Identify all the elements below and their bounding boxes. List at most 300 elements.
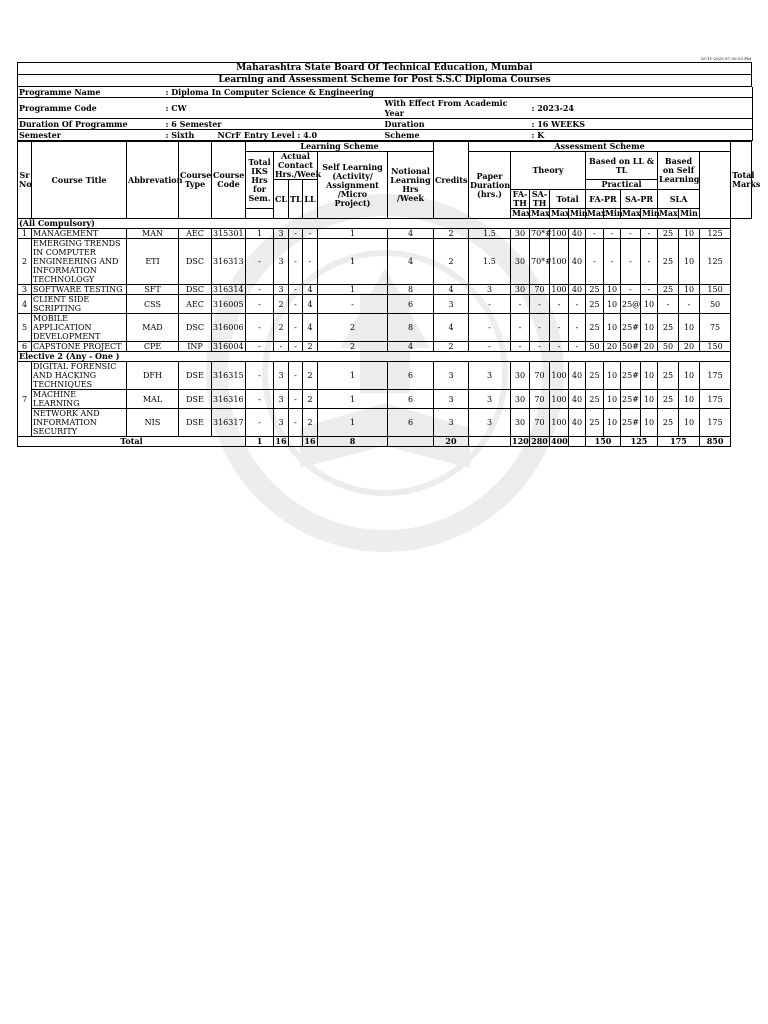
row-fapr-max: 25 — [586, 285, 604, 295]
print-timestamp: 25-11-2025 07:30:29 PM — [700, 56, 751, 61]
col-min: Min — [570, 208, 588, 218]
row-th-max: 100 — [551, 229, 567, 238]
row-fapr-min: - — [604, 239, 621, 285]
row-sapr-max: 50# — [622, 342, 639, 351]
row-sapr-min: - — [641, 229, 658, 239]
row-abbr: SFT — [127, 285, 179, 295]
semester-label: Semester — [19, 130, 61, 140]
row-sla-min: 20 — [679, 342, 700, 352]
row-th-max: 100 — [551, 285, 567, 294]
table-row — [18, 285, 752, 295]
total-paper — [469, 437, 511, 447]
row-ll: 2 — [303, 342, 318, 352]
row-sapr-max: 25@ — [621, 295, 641, 314]
row-total: 75 — [700, 314, 731, 342]
row-credits: 3 — [434, 390, 469, 409]
row-th-min: 40 — [569, 229, 586, 239]
col-sa-pr: SA-PR — [621, 190, 658, 209]
row-self: - — [318, 295, 388, 314]
row-self: 1 — [318, 239, 388, 285]
row-fapr-min: 10 — [604, 362, 621, 390]
col-actual-contact: Actual Contact Hrs./Week — [275, 151, 322, 179]
total-th-min — [569, 437, 586, 447]
row-sa-th: 70 — [530, 285, 550, 295]
table-row — [18, 295, 752, 314]
col-notional: Notional Learning Hrs /Week — [388, 152, 434, 219]
table-row — [18, 362, 752, 390]
row-notional: 6 — [388, 390, 434, 409]
row-credits: 3 — [434, 295, 469, 314]
duration-value: : 16 WEEKS — [531, 119, 586, 129]
row-iks: - — [246, 239, 274, 285]
row-sr: 1 — [18, 229, 32, 239]
row-type: AEC — [179, 295, 212, 314]
col-course-code: Course Code — [212, 142, 246, 219]
row-fa-th: 30 — [511, 409, 530, 437]
row-sapr-min: 10 — [641, 390, 658, 409]
col-max: Max — [659, 208, 678, 218]
row-fapr-max: 25 — [586, 295, 604, 314]
row-sla-min: 10 — [679, 285, 700, 295]
scheme-document — [17, 62, 761, 447]
col-self-learning: Self Learning (Activity/ Assignment /Micro Project) — [318, 152, 388, 219]
row-sla-max: 25 — [658, 390, 679, 409]
row-sr: 2 — [18, 239, 32, 285]
row-paper: 1.5 — [469, 229, 511, 239]
col-credits: Credits — [434, 142, 469, 219]
col-total-iks: Total IKS Hrs for Sem. — [246, 152, 274, 209]
row-abbr: CSS — [127, 295, 179, 314]
duration-programme-label: Duration Of Programme — [19, 119, 128, 129]
row-self: 2 — [318, 342, 388, 352]
row-self: 1 — [318, 229, 388, 239]
row-ll: 4 — [303, 295, 318, 314]
row-paper: 3 — [469, 409, 511, 437]
col-max: Max — [531, 208, 550, 218]
row-fa-th: 30 — [511, 390, 530, 409]
row-tl: - — [289, 229, 303, 239]
row-cl: 3 — [274, 239, 289, 285]
row-cl: 3 — [274, 285, 289, 295]
row-ll: 2 — [303, 409, 318, 437]
row-sapr-min: - — [641, 239, 658, 285]
row-credits: 4 — [434, 314, 469, 342]
row-type: DSC — [179, 285, 212, 295]
col-fa-th: FA-TH — [511, 190, 530, 209]
col-empty — [246, 209, 274, 219]
scheme-label: Scheme — [384, 130, 420, 140]
row-sapr-min: 10 — [641, 295, 658, 314]
row-iks: - — [246, 295, 274, 314]
row-fapr-min: - — [604, 229, 621, 239]
row-th-min: - — [569, 295, 586, 314]
row-type: DSC — [179, 314, 212, 342]
ncrf-level: NCrF Entry Level : 4.0 — [217, 130, 318, 140]
col-practical: Practical — [586, 180, 658, 190]
row-code: 316005 — [212, 295, 246, 314]
row-sla-max: 25 — [658, 285, 679, 295]
col-abbreviation: Abbrevation — [127, 142, 179, 219]
row-cl: - — [274, 342, 289, 352]
row-ll: 2 — [303, 362, 318, 390]
row-paper: 1.5 — [469, 239, 511, 285]
row-sla-max: 25 — [658, 314, 679, 342]
row-sla-max: 25 — [658, 229, 679, 239]
col-based-self: Based on Self Learning — [658, 152, 700, 190]
row-sla-min: 10 — [679, 239, 700, 285]
col-theory-total: Total — [550, 190, 586, 209]
row-notional: 8 — [388, 314, 434, 342]
table-row — [18, 390, 752, 409]
row-course-title: CAPSTONE PROJECT — [32, 342, 127, 352]
col-sa-th: SA-TH — [530, 190, 550, 209]
row-fapr-min: 10 — [604, 314, 621, 342]
total-sa-th: 280 — [531, 436, 548, 446]
row-tl: - — [289, 295, 303, 314]
course-scheme-table — [17, 141, 761, 447]
row-fapr-max: - — [586, 239, 604, 285]
row-paper: 3 — [469, 362, 511, 390]
row-sapr-max: - — [621, 239, 641, 285]
total-fa-th: 120 — [512, 436, 529, 446]
total-notional — [388, 437, 434, 447]
effect-label: With Effect From Academic Year — [384, 98, 508, 118]
row-th-max: - — [550, 342, 569, 352]
row-sr: 4 — [18, 295, 32, 314]
row-code: 316315 — [212, 362, 246, 390]
row-sapr-min: 10 — [641, 362, 658, 390]
scheme-value: : K — [531, 130, 545, 140]
programme-code-value: : CW — [165, 103, 187, 113]
row-tl: - — [289, 342, 303, 352]
row-fapr-max: 50 — [586, 342, 604, 352]
row-sla-max: 25 — [658, 409, 679, 437]
row-paper: - — [469, 314, 511, 342]
row-fapr-min: 10 — [604, 390, 621, 409]
programme-code-label: Programme Code — [19, 103, 97, 113]
row-code: 316314 — [213, 285, 244, 294]
row-sla-max: 50 — [658, 342, 679, 352]
row-type: DSC — [179, 239, 212, 285]
row-abbr: NIS — [127, 409, 179, 437]
elective-rows — [18, 362, 752, 437]
row-ll: - — [303, 229, 318, 239]
row-abbr: MAL — [127, 390, 179, 409]
assessment-scheme-header: Assessment Scheme — [469, 142, 731, 152]
col-max: Max — [587, 208, 606, 218]
row-th-max: - — [550, 295, 569, 314]
col-total-marks: Total Marks — [731, 142, 752, 219]
scheme-title: Learning and Assessment Scheme for Post S.S.C Diploma Courses — [18, 75, 752, 87]
row-fapr-max: 25 — [586, 390, 604, 409]
semester-value: : Sixth — [165, 130, 195, 140]
col-min: Min — [605, 208, 623, 218]
total-ll: 16 — [304, 436, 316, 446]
row-course-title: MACHINE LEARNING — [32, 390, 127, 409]
row-total: 150 — [700, 285, 731, 295]
row-notional: 8 — [388, 285, 434, 295]
total-cl: 16 — [275, 436, 287, 446]
row-sa-th: 70*# — [530, 239, 550, 285]
row-type: DSE — [179, 409, 212, 437]
row-total: 175 — [700, 390, 731, 409]
row-iks: - — [246, 314, 274, 342]
total-credits: 20 — [434, 437, 469, 447]
section-elective: Elective 2 (Any - One ) — [18, 352, 731, 362]
row-tl: - — [289, 390, 303, 409]
row-sr: 6 — [18, 342, 32, 352]
row-total: 125 — [700, 239, 731, 285]
total-sla: 175 — [658, 437, 700, 447]
row-sapr-max: 25# — [621, 390, 641, 409]
row-credits: 3 — [434, 362, 469, 390]
row-credits: 4 — [434, 285, 469, 295]
row-fa-th: - — [511, 314, 530, 342]
row-sla-min: 10 — [679, 314, 700, 342]
total-iks: 1 — [246, 437, 274, 447]
row-ll: 4 — [303, 314, 318, 342]
row-iks: - — [246, 390, 274, 409]
row-paper: 3 — [469, 285, 511, 295]
row-ll: - — [303, 239, 318, 285]
section-compulsory: (All Compulsory) — [18, 219, 731, 229]
programme-name-value: : Diploma In Computer Science & Engineering — [165, 87, 374, 97]
col-min: Min — [642, 208, 660, 218]
row-fapr-min: 20 — [604, 342, 621, 352]
row-fa-th: 30 — [511, 239, 530, 285]
col-max: Max — [512, 208, 531, 218]
col-max: Max — [551, 208, 570, 218]
row-ll: 2 — [303, 390, 318, 409]
row-fapr-max: 25 — [586, 409, 604, 437]
totals-row — [18, 437, 752, 447]
row-sr: 7 — [18, 362, 32, 437]
table-row — [18, 239, 752, 285]
row-sla-max: - — [658, 295, 679, 314]
row-sr: 5 — [18, 314, 32, 342]
row-sla-min: 10 — [679, 409, 700, 437]
row-credits: 2 — [434, 239, 469, 285]
row-cl: 3 — [274, 409, 289, 437]
row-notional: 4 — [388, 239, 434, 285]
row-course-title: SOFTWARE TESTING — [32, 285, 127, 295]
col-course-type: Course Type — [179, 142, 212, 219]
row-type: INP — [179, 342, 212, 352]
row-sapr-max: - — [621, 285, 641, 295]
row-sapr-max: 25# — [621, 409, 641, 437]
total-tl — [289, 437, 303, 447]
row-notional: 6 — [388, 295, 434, 314]
row-fapr-max: 25 — [586, 362, 604, 390]
document-header — [17, 62, 752, 87]
board-title: Maharashtra State Board Of Technical Education, Mumbai — [18, 63, 752, 75]
row-total: 125 — [700, 229, 731, 239]
row-th-min: 40 — [569, 390, 586, 409]
col-sr-no: Sr No — [18, 142, 32, 219]
row-cl: 3 — [274, 362, 289, 390]
row-abbr: DFH — [127, 362, 179, 390]
row-sapr-min: 20 — [641, 342, 658, 352]
row-sa-th: 70 — [530, 390, 550, 409]
row-sapr-min: 10 — [641, 314, 658, 342]
row-course-title: CLIENT SIDE SCRIPTING — [32, 295, 127, 314]
row-sapr-max: - — [621, 229, 641, 239]
row-paper: - — [469, 295, 511, 314]
row-course-title: DIGITAL FORENSIC AND HACKING TECHNIQUES — [32, 362, 127, 390]
col-fa-pr: FA-PR — [586, 190, 621, 209]
row-fapr-min: 10 — [604, 409, 621, 437]
compulsory-rows — [18, 229, 752, 352]
row-abbr: MAD — [127, 314, 179, 342]
row-sa-th: - — [530, 342, 550, 352]
effect-value: : 2023-24 — [531, 103, 574, 113]
row-credits: 3 — [434, 409, 469, 437]
row-iks: 1 — [246, 229, 274, 239]
row-notional: 4 — [388, 342, 434, 352]
row-ll: 4 — [303, 285, 318, 295]
total-marks: 850 — [700, 437, 731, 447]
row-fa-th: 30 — [511, 362, 530, 390]
row-type: AEC — [179, 229, 212, 239]
row-self: 1 — [318, 409, 388, 437]
row-iks: - — [246, 362, 274, 390]
row-sla-min: 10 — [679, 390, 700, 409]
row-tl: - — [289, 285, 303, 295]
row-sa-th: - — [530, 295, 550, 314]
programme-details — [17, 87, 753, 141]
row-sa-th: 70 — [530, 362, 550, 390]
row-sa-th: 70*# — [531, 229, 552, 238]
row-course-title: MOBILE APPLICATION DEVELOPMENT — [32, 314, 127, 342]
table-row — [18, 229, 752, 239]
row-tl: - — [289, 409, 303, 437]
row-sa-th: 70 — [530, 409, 550, 437]
row-sla-max: 25 — [658, 362, 679, 390]
row-th-max: 100 — [550, 390, 569, 409]
total-label: Total — [18, 437, 246, 447]
row-notional: 6 — [388, 362, 434, 390]
row-th-max: 100 — [550, 362, 569, 390]
row-th-max: 100 — [550, 239, 569, 285]
row-cl: 3 — [274, 390, 289, 409]
row-th-min: - — [569, 314, 586, 342]
row-fapr-min: 10 — [604, 295, 621, 314]
col-theory: Theory — [511, 152, 586, 190]
table-row — [18, 409, 752, 437]
row-cl: 3 — [274, 229, 289, 239]
row-fa-th: 30 — [511, 229, 530, 239]
row-th-min: 40 — [569, 285, 586, 295]
row-type: DSE — [179, 362, 212, 390]
programme-name-label: Programme Name — [19, 87, 101, 97]
row-total: 150 — [700, 342, 731, 352]
row-abbr: MAN — [127, 229, 179, 239]
col-course-title: Course Title — [32, 142, 127, 219]
row-self: 2 — [318, 314, 388, 342]
row-paper: 3 — [469, 390, 511, 409]
row-course-title: EMERGING TRENDS IN COMPUTER ENGINEERING AND INFORMATION TECHNOLOGY — [32, 239, 127, 285]
row-th-min: 40 — [569, 239, 586, 285]
row-credits: 2 — [434, 342, 469, 352]
row-th-max: - — [550, 314, 569, 342]
row-sr: 3 — [18, 285, 32, 295]
row-iks: - — [246, 285, 274, 295]
row-th-min: 40 — [569, 362, 586, 390]
row-notional: 6 — [388, 409, 434, 437]
row-notional: 4 — [388, 229, 434, 239]
row-cl: 2 — [274, 314, 289, 342]
row-sapr-max: 25# — [621, 362, 641, 390]
total-fa-pr: 150 — [586, 437, 621, 447]
row-sapr-max: 25# — [621, 314, 641, 342]
row-th-max: 100 — [550, 409, 569, 437]
row-code: 316316 — [212, 390, 246, 409]
table-row — [18, 342, 752, 352]
col-paper-duration: Paper Duration (hrs.) — [469, 152, 511, 219]
row-iks: - — [246, 409, 274, 437]
row-self: 1 — [318, 285, 388, 295]
row-fa-th: - — [511, 295, 530, 314]
col-cl: CL — [274, 180, 289, 219]
row-sla-max: 25 — [658, 239, 679, 285]
row-sapr-min: 10 — [641, 409, 658, 437]
row-fapr-min: 10 — [604, 285, 621, 295]
col-min: Min — [680, 208, 698, 218]
row-code: 316004 — [213, 342, 244, 351]
col-max: Max — [622, 208, 641, 218]
col-ll: LL — [303, 180, 318, 219]
row-course-title: MANAGEMENT — [32, 229, 127, 239]
row-code: 316313 — [212, 239, 246, 285]
row-self: 1 — [318, 390, 388, 409]
row-sla-min: 10 — [679, 362, 700, 390]
row-total: 175 — [700, 409, 731, 437]
row-course-title: NETWORK AND INFORMATION SECURITY — [32, 409, 127, 437]
total-self: 8 — [318, 437, 388, 447]
col-sla: SLA — [658, 190, 700, 209]
row-th-min: - — [569, 342, 586, 352]
row-iks: - — [246, 342, 274, 352]
row-total: 175 — [700, 362, 731, 390]
row-total: 50 — [700, 295, 731, 314]
row-type: DSE — [179, 390, 212, 409]
row-tl: - — [289, 314, 303, 342]
row-paper: - — [469, 342, 511, 352]
row-self: 1 — [318, 362, 388, 390]
row-sla-min: 10 — [679, 229, 700, 239]
row-tl: - — [289, 239, 303, 285]
row-abbr: CPE — [127, 342, 179, 352]
row-code: 316006 — [212, 314, 246, 342]
duration-label: Duration — [384, 119, 425, 129]
col-tl: TL — [289, 180, 303, 219]
duration-programme-value: : 6 Semester — [165, 119, 222, 129]
row-sla-min: - — [679, 295, 700, 314]
row-tl: - — [289, 362, 303, 390]
row-fa-th: 30 — [511, 285, 530, 295]
row-fa-th: - — [511, 342, 530, 352]
row-cl: 2 — [274, 295, 289, 314]
row-code: 315301 — [213, 229, 244, 238]
total-sa-pr: 125 — [621, 437, 658, 447]
row-code: 316317 — [212, 409, 246, 437]
row-th-min: 40 — [569, 409, 586, 437]
row-fapr-max: 25 — [586, 314, 604, 342]
total-th: 400 — [551, 436, 568, 446]
row-sa-th: - — [530, 314, 550, 342]
col-based-ll-tl: Based on LL & TL — [586, 152, 658, 180]
table-row — [18, 314, 752, 342]
